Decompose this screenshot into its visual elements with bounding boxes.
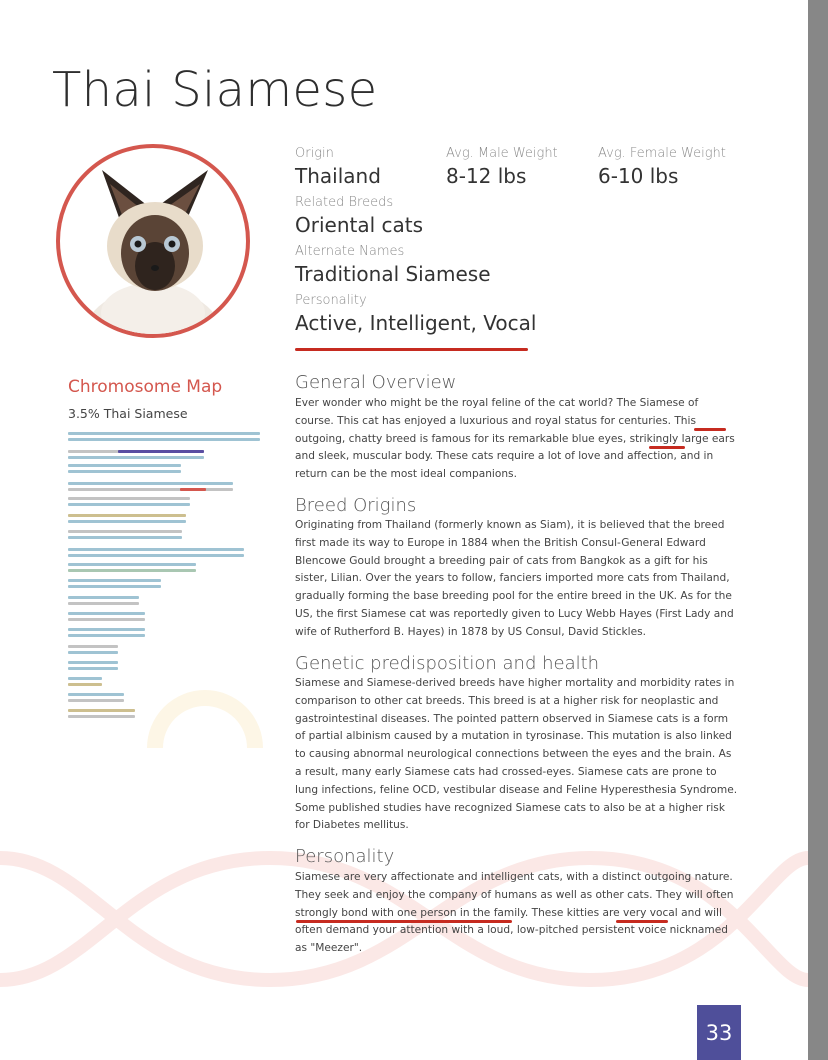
cat-photo bbox=[56, 144, 250, 338]
chromosome-bar bbox=[68, 709, 135, 712]
chromosome-bar bbox=[180, 488, 206, 491]
chromosome-bar bbox=[68, 715, 135, 718]
genetic-health-heading: Genetic predisposition and health bbox=[295, 653, 600, 674]
alternate-names-value: Traditional Siamese bbox=[295, 262, 491, 286]
chromosome-bar bbox=[68, 514, 186, 517]
personality-label: Personality bbox=[295, 293, 367, 308]
male-weight-label: Avg. Male Weight bbox=[446, 146, 558, 161]
related-breeds-label: Related Breeds bbox=[295, 195, 394, 210]
chromosome-bar bbox=[68, 554, 244, 557]
chromosome-bar bbox=[68, 628, 145, 631]
chromosome-bar bbox=[68, 612, 145, 615]
male-weight-value: 8-12 lbs bbox=[446, 164, 527, 188]
chromosome-bar bbox=[68, 585, 161, 588]
chromosome-bar bbox=[68, 579, 161, 582]
chromosome-map-title: Chromosome Map bbox=[68, 377, 223, 397]
chromosome-bar bbox=[68, 432, 260, 435]
chromosome-bar bbox=[68, 569, 196, 572]
breed-origins-heading: Breed Origins bbox=[295, 495, 417, 516]
sleek-underline-mark bbox=[649, 446, 685, 449]
chromosome-bar bbox=[68, 520, 186, 523]
personality-text: Siamese are very affectionate and intelligent cats, with a distinct outgoing nature. They seek and enjoy the company of humans as well as other cats. They will often strongly bond with one person in the family. These kitties are very vocal and will often demand your attention with a loud, low-pitched persistent voice nicknamed as "Meezer". bbox=[295, 871, 734, 955]
chromosome-bar bbox=[68, 693, 124, 696]
chromosome-bar bbox=[68, 488, 233, 491]
chromosome-bar bbox=[68, 596, 139, 599]
breed-origins-text: Originating from Thailand (formerly known as Siam), it is believed that the breed first made its way to Europe in 1884 when the British Consul-General Edward Blencowe Gould brought a breeding pair of cats from Bangkok as a gift for his sister, Lilian. Over the years to follow, fanciers imported more cats from Thailand, gradually forming the base breeding pool for the entire breed in the UK. As for the US, the first Siamese cat was reportedly given to Lucy Webb Hayes (First Lady and wife of Rutherford B. Hayes) in 1878 by US Consul, David Stickles. bbox=[295, 519, 734, 638]
personality-value: Active, Intelligent, Vocal bbox=[295, 311, 537, 335]
page-title: Thai Siamese bbox=[52, 62, 378, 118]
chatty-underline-mark bbox=[694, 428, 726, 431]
female-weight-label: Avg. Female Weight bbox=[598, 146, 726, 161]
chromosome-bar bbox=[68, 651, 118, 654]
chromosome-bar bbox=[68, 563, 196, 566]
general-overview-text: Ever wonder who might be the royal feline of the cat world? The Siamese of course. This cat has enjoyed a luxurious and royal status for centuries. This outgoing, chatty breed is famous for its remarkable blue eyes, strikingly large ears and sleek, muscular body. These cats require a lot of love and affection, and in return can be the most ideal companions. bbox=[295, 397, 735, 481]
chromosome-bar bbox=[68, 634, 145, 637]
chromosome-bar bbox=[68, 536, 182, 539]
chromosome-bar bbox=[68, 677, 102, 680]
origin-value: Thailand bbox=[295, 164, 381, 188]
page-edge bbox=[808, 0, 828, 1060]
very-vocal-underline-mark bbox=[616, 920, 668, 923]
alternate-names-label: Alternate Names bbox=[295, 244, 405, 259]
chromosome-bar bbox=[68, 470, 181, 473]
chromosome-bar bbox=[68, 530, 182, 533]
chromosome-bar bbox=[68, 618, 145, 621]
chromosome-bar bbox=[68, 464, 181, 467]
chromosome-bar bbox=[68, 661, 118, 664]
chromosome-bar bbox=[68, 683, 102, 686]
chromosome-bar bbox=[68, 548, 244, 551]
page-number-badge: 33 bbox=[697, 1005, 741, 1060]
related-breeds-value: Oriental cats bbox=[295, 213, 424, 237]
bond-underline-mark bbox=[296, 920, 512, 923]
origin-label: Origin bbox=[295, 146, 334, 161]
chromosome-bar bbox=[68, 438, 260, 441]
chromosome-map-bars bbox=[68, 430, 268, 730]
genetic-health-text: Siamese and Siamese-derived breeds have higher mortality and morbidity rates in comparison to other cat breeds. This breed is at a higher risk for neoplastic and gastrointestinal diseases. The pointed pattern observed in Siamese cats is a form of partial albinism caused by a mutation in tyrosinase. This mutation is also linked to causing abnormal neurological connections between the eyes and the brain. As a result, many early Siamese cats had crossed-eyes. Siamese cats are prone to lung infections, feline OCD, vestibular disease and Feline Hyperesthesia Syndrome. Some published studies have recognized Siamese cats to also be at a higher risk for Diabetes mellitus. bbox=[295, 677, 738, 832]
general-overview-heading: General Overview bbox=[295, 372, 457, 393]
chromosome-bar bbox=[68, 667, 118, 670]
chromosome-bar bbox=[68, 699, 124, 702]
personality-heading: Personality bbox=[295, 846, 395, 867]
chromosome-bar bbox=[68, 456, 204, 459]
personality-underline-mark bbox=[295, 348, 528, 351]
siamese-cat-photo-icon bbox=[60, 148, 246, 334]
chromosome-bar bbox=[68, 602, 139, 605]
chromosome-bar bbox=[68, 503, 190, 506]
chromosome-bar bbox=[118, 450, 204, 453]
female-weight-value: 6-10 lbs bbox=[598, 164, 679, 188]
chromosome-bar bbox=[68, 645, 118, 648]
chromosome-map-subtitle: 3.5% Thai Siamese bbox=[68, 406, 188, 421]
chromosome-bar bbox=[68, 497, 190, 500]
chromosome-bar bbox=[68, 482, 233, 485]
